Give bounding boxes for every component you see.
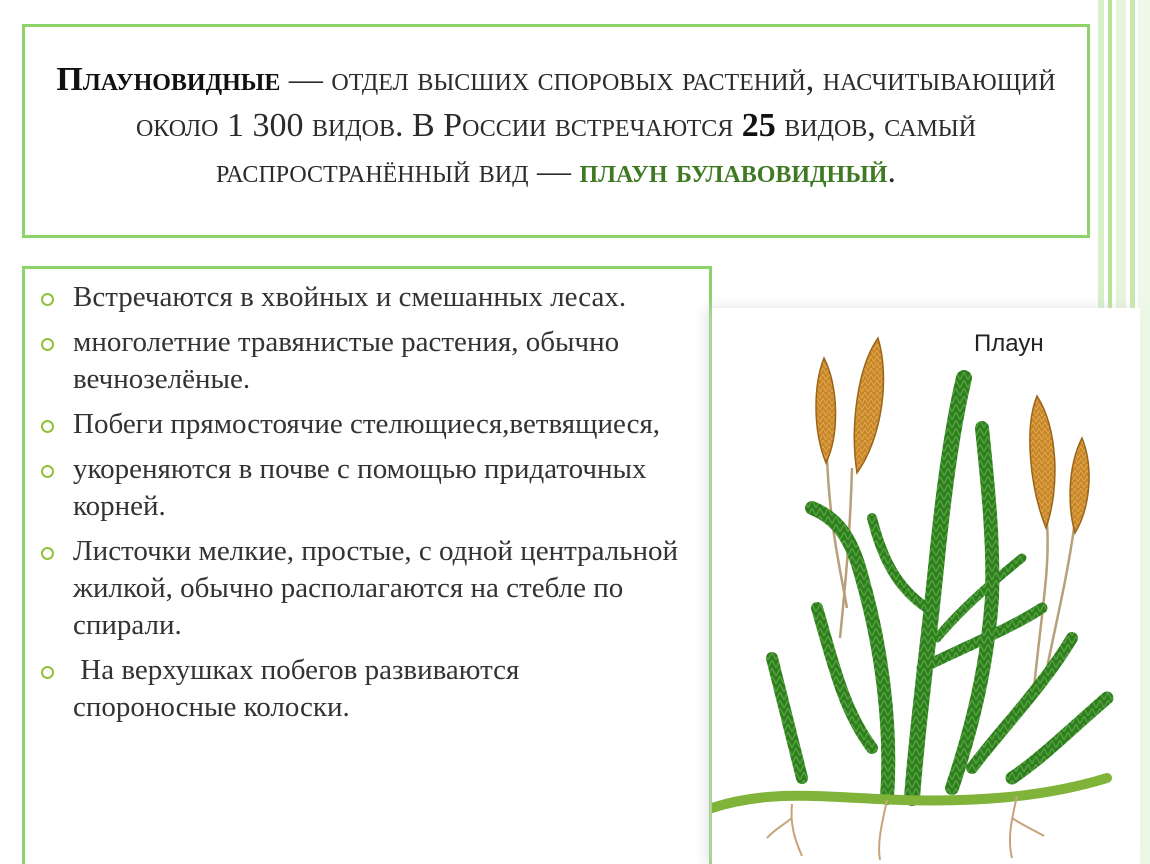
list-item	[33, 406, 689, 443]
title-text-1: — отдел высших споровых растений, насчитывающий около 1 300 видов. В России встречаются	[135, 61, 1056, 144]
title-box	[22, 24, 1090, 238]
title-species-name: плаун булавовидный	[579, 153, 888, 190]
list-item-text: Листочки мелкие, простые, с одной центральной жилкой, обычно располагаются на стебле по спирали.	[73, 535, 678, 641]
bullet-icon	[41, 420, 54, 433]
list-item-text: На верхушках побегов развиваются спороносные колоски.	[73, 654, 527, 723]
facts-list-box	[22, 266, 712, 864]
bullet-icon	[41, 547, 54, 560]
bullet-icon	[41, 338, 54, 351]
list-item	[33, 652, 689, 726]
list-item-text: Встречаются в хвойных и смешанных лесах.	[73, 281, 627, 313]
list-item-text: Побеги прямостоячие стелющиеся,ветвящиеся,	[73, 408, 661, 440]
roots	[767, 796, 1044, 860]
list-item-text: укореняются в почве с помощью придаточных корней.	[73, 453, 647, 522]
facts-list	[33, 279, 689, 726]
list-item	[33, 279, 689, 316]
title-end: .	[887, 153, 896, 190]
list-item	[33, 324, 689, 398]
bullet-icon	[41, 465, 54, 478]
list-item	[33, 533, 689, 644]
club-moss-illustration	[712, 308, 1140, 864]
list-item	[33, 451, 689, 525]
title-text-2: видов, самый распространённый вид —	[216, 107, 977, 190]
club-moss-illustration-panel	[712, 308, 1140, 864]
title-term: Плауновидные	[56, 61, 281, 98]
bullet-icon	[41, 293, 54, 306]
title-species-count: 25	[741, 107, 776, 144]
list-item-text: многолетние травянистые растения, обычно вечнозелёные.	[73, 326, 620, 395]
illustration-label: Плаун	[974, 330, 1044, 357]
bullet-icon	[41, 666, 54, 679]
